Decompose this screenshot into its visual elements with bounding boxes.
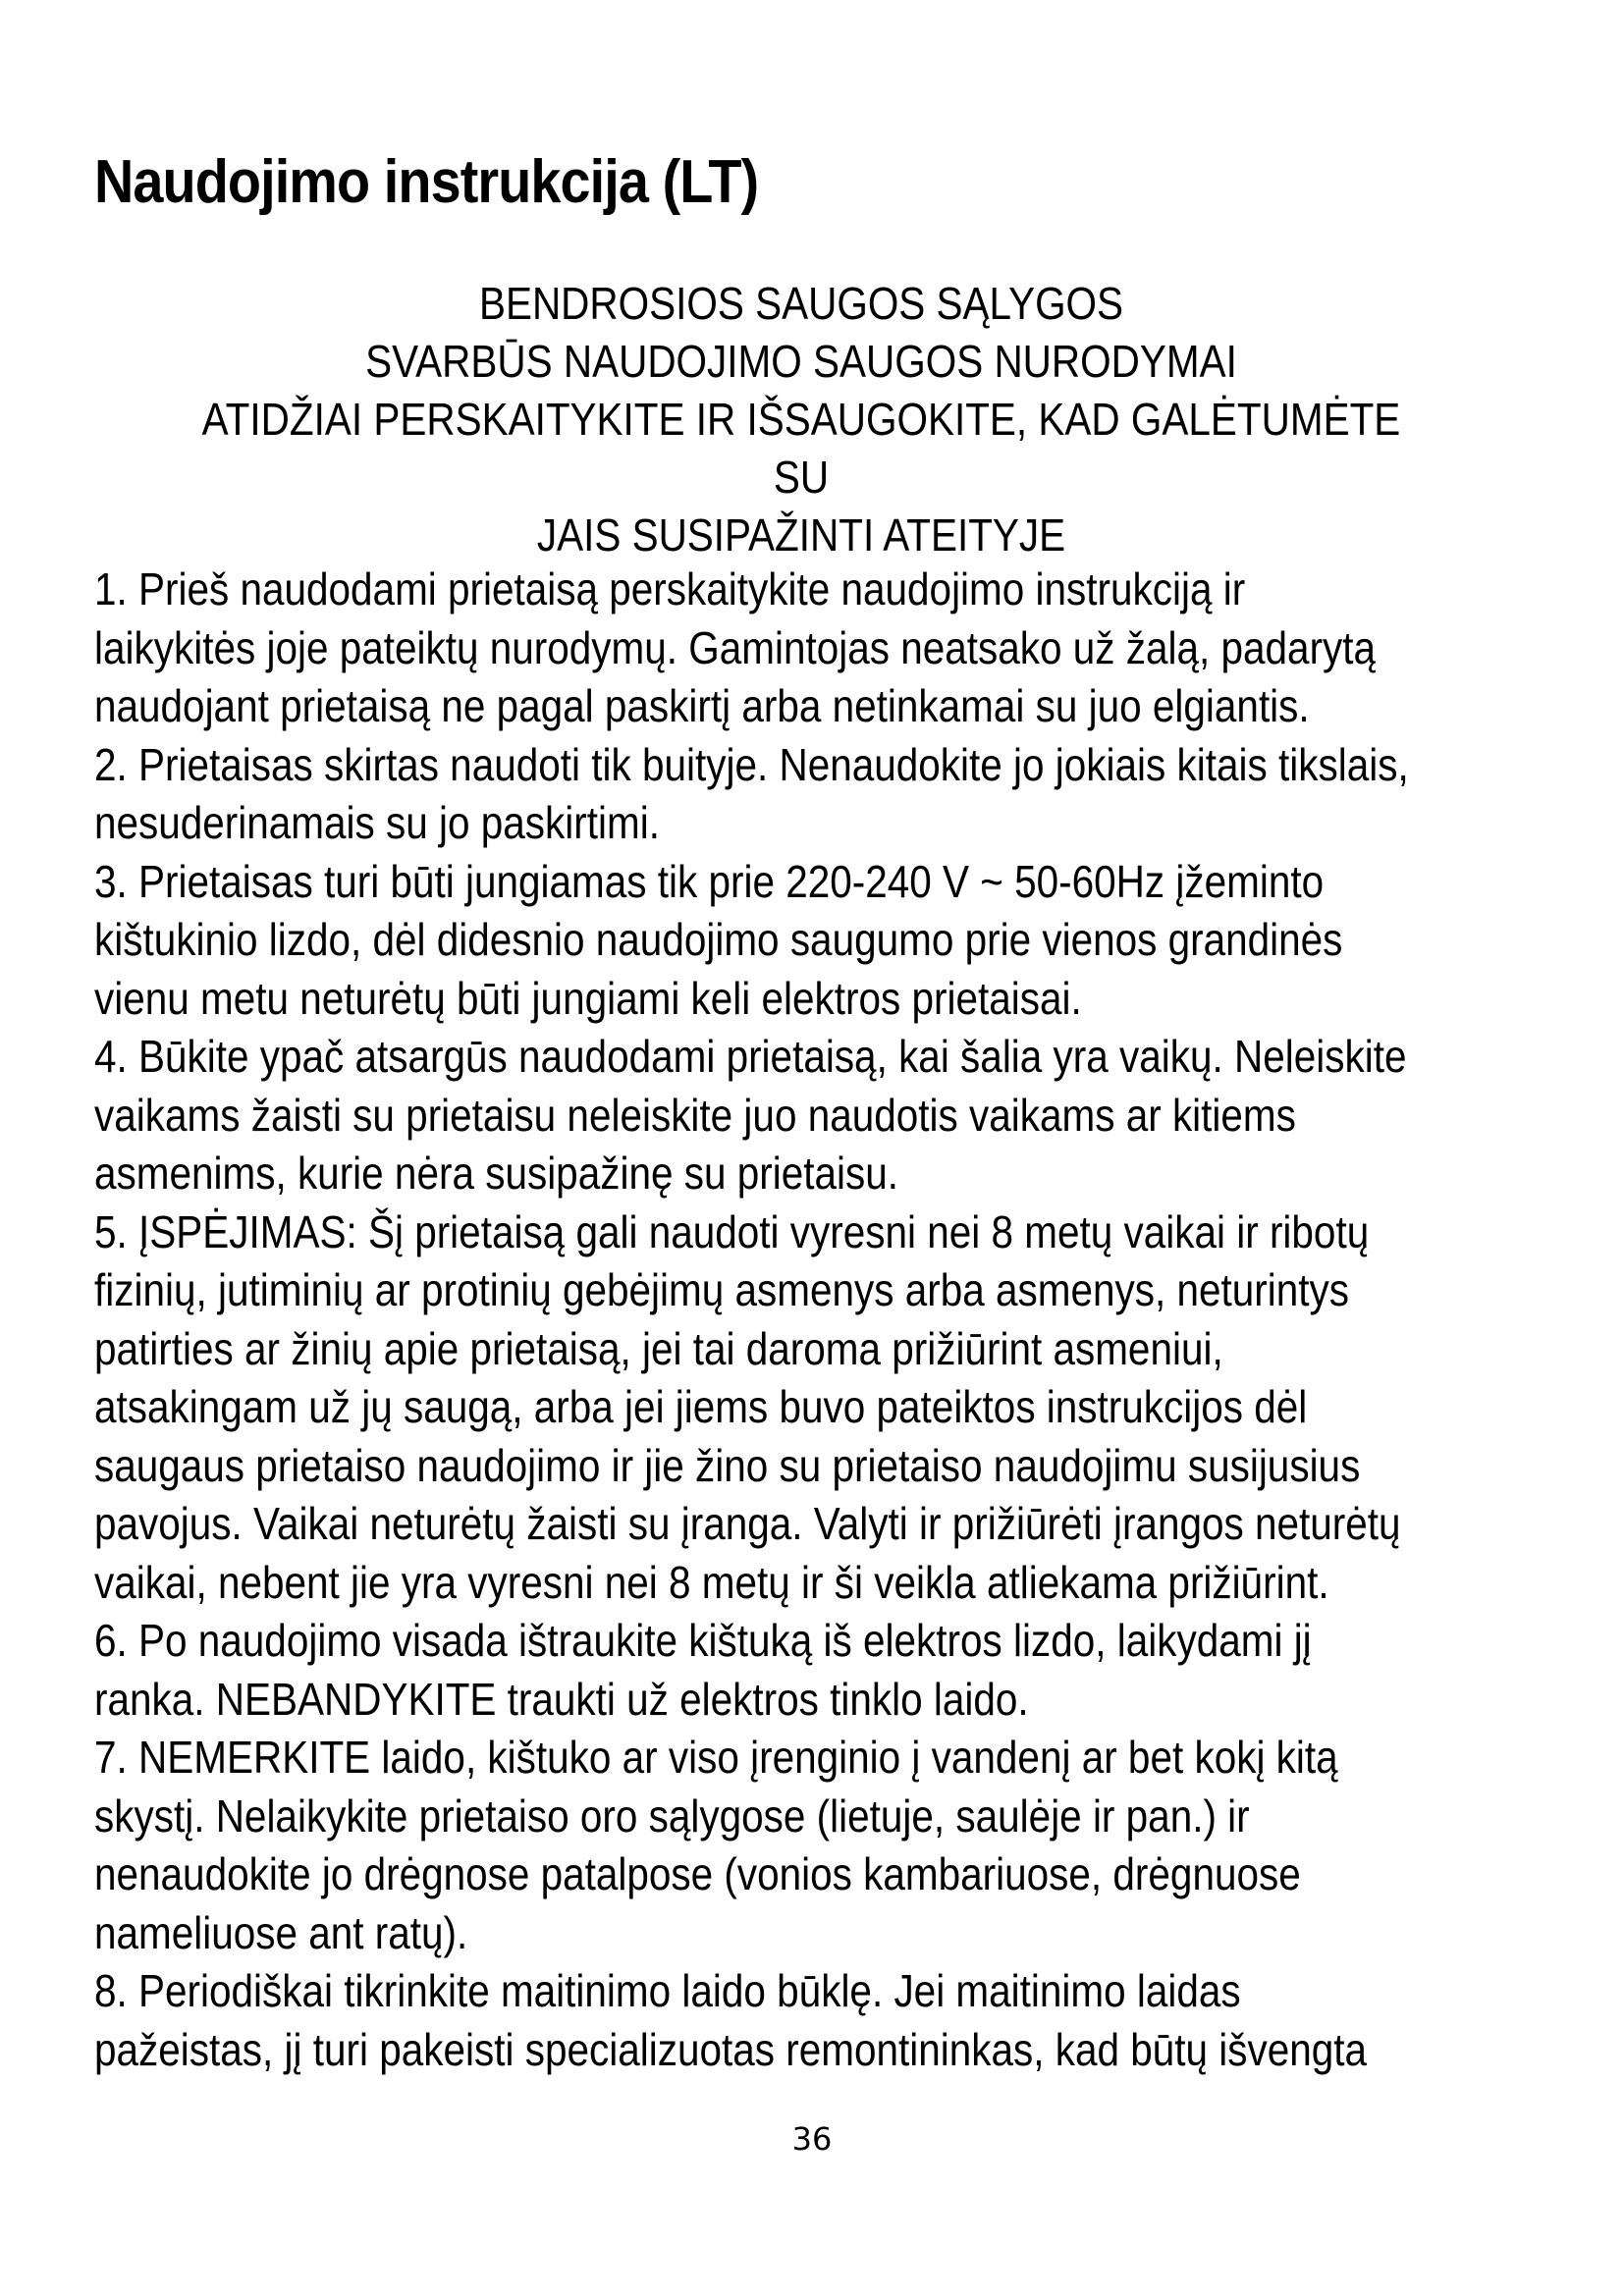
safety-header-line: JAIS SUSIPAŽINTI ATEITYJE: [536, 509, 1066, 561]
instruction-item-4: 4. Būkite ypač atsargūs naudodami prietaisą, kai šalia yra vaikų. Neleiskite vaikams žaisti su prietaisu neleiskite juo naudotis vaikams ar kitiems asmenims, kurie nėra susipažinę su prietaisu.: [94, 1031, 1407, 1199]
instruction-item-2: 2. Prietaisas skirtas naudoti tik buityje. Nenaudokite jo jokiais kitais tikslais, nesuderinamais su jo paskirtimi.: [94, 738, 1409, 848]
instruction-item-7: 7. NEMERKITE laido, kištuko ar viso įrenginio į vandenį ar bet kokį kitą skystį. Nelaikykite prietaiso oro sąlygose (lietuje, saulėje ir pan.) ir nenaudokite jo drėgnose patalpose (vonios kambariuose, drėgnuose nameliuose ant ratų).: [94, 1732, 1338, 1958]
instruction-item-6: 6. Po naudojimo visada ištraukite kištuką iš elektros lizdo, laikydami jį ranka. NEBANDYKITE traukti už elektros tinklo laido.: [94, 1615, 1312, 1725]
instruction-item-8: 8. Periodiškai tikrinkite maitinimo laido būklę. Jei maitinimo laidas pažeistas, jį turi pakeisti specializuotas remontininkas, kad būtų išvengta: [94, 1965, 1368, 2075]
instruction-item-3: 3. Prietaisas turi būti jungiamas tik prie 220-240 V ~ 50-60Hz įžeminto kištukinio lizdo, dėl didesnio naudojimo saugumo prie vienos grandinės vienu metu neturėtų būti jungiami keli elektros prietaisai.: [94, 855, 1343, 1024]
page-number: 36: [791, 2120, 833, 2158]
page-title: Naudojimo instrukcija (LT): [94, 148, 759, 216]
safety-header-line: ATIDŽIAI PERSKAITYKITE IR IŠSAUGOKITE, KAD GALĖTUMĖTE SU: [201, 394, 1401, 503]
safety-header-line: SVARBŪS NAUDOJIMO SAUGOS NURODYMAI: [365, 336, 1237, 387]
safety-header: [179, 275, 1423, 564]
safety-header-line: BENDROSIOS SAUGOS SĄLYGOS: [478, 278, 1124, 329]
instruction-item-5: 5. ĮSPĖJIMAS: Šį prietaisą gali naudoti vyresni nei 8 metų vaikai ir ribotų fizinių, jutiminių ar protinių gebėjimų asmenys arba asmenys, neturintys patirties ar žinių apie prietaisą, jei tai daroma prižiūrint asmeniui, atsakingam už jų saugą, arba jei jiems buvo pateiktos instrukcijos dėl saugaus prietaiso naudojimo ir jie žino su prietaiso naudojimu susijusius pavojus. Vaikai neturėtų žaisti su įranga. Valyti ir prižiūrėti įrangos neturėtų vaikai, nebent jie yra vyresni nei 8 metų ir ši veikla atliekama prižiūrint.: [94, 1205, 1401, 1608]
instruction-item-1: 1. Prieš naudodami prietaisą perskaitykite naudojimo instrukciją ir laikykitės joje pateiktų nurodymų. Gamintojas neatsako už žalą, padarytą naudojant prietaisą ne pagal paskirtį arba netinkamai su juo elgiantis.: [94, 563, 1377, 731]
instruction-list: [94, 561, 1442, 2079]
